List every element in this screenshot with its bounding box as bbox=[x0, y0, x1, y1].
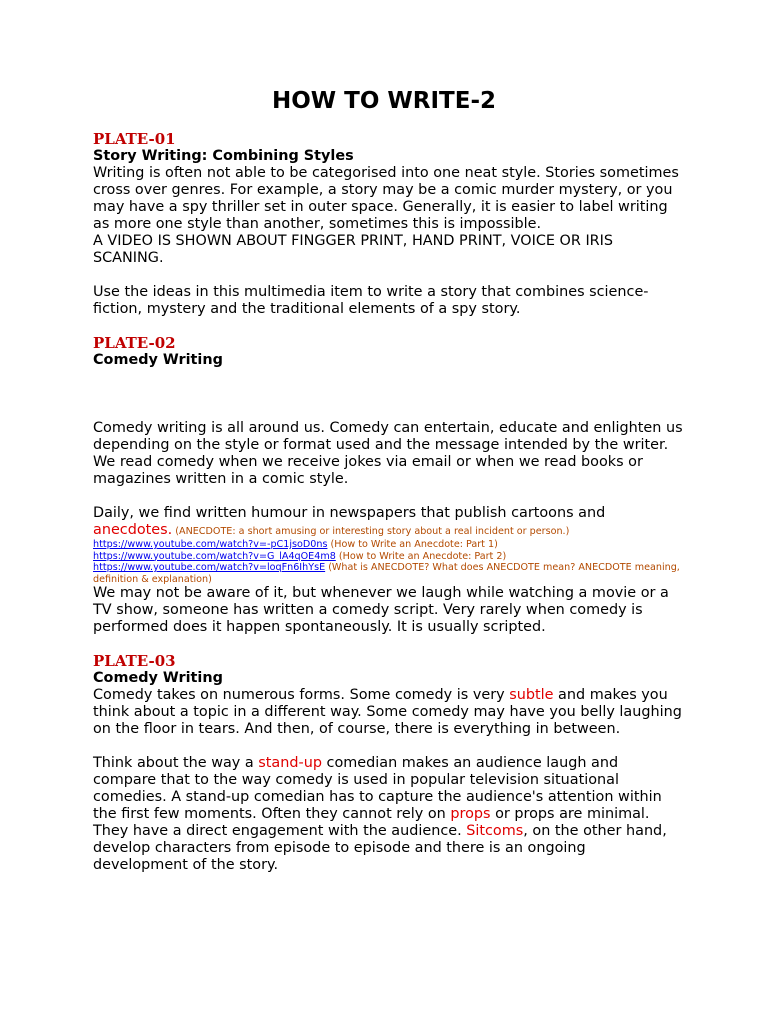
video-link-1[interactable]: https://www.youtube.com/watch?v=-pC1jsoD0ns bbox=[93, 539, 328, 550]
plate-03-paragraph-1-text-b: and makes you think about a topic in a different way. Some comedy may have you belly laughing on the floor in tears. And then, of course, there is everything in between. bbox=[93, 687, 682, 737]
term-props: props bbox=[450, 806, 491, 822]
plate-02-heading: Comedy Writing bbox=[93, 352, 223, 368]
plate-02-paragraph-2 bbox=[93, 505, 683, 539]
term-anecdotes: anecdotes. bbox=[93, 522, 173, 538]
plate-02-paragraph-1: Comedy writing is all around us. Comedy can entertain, educate and enlighten us depending on the style or format used and the message intended by the writer. We read comedy when we receive jokes via email or when we read books or magazines written in a comic style. bbox=[93, 420, 683, 487]
plate-01-paragraph-3: Use the ideas in this multimedia item to write a story that combines science-fiction, mystery and the traditional elements of a spy story. bbox=[93, 284, 649, 317]
term-sitcoms: Sitcoms bbox=[466, 823, 524, 839]
plate-03-paragraph-1 bbox=[93, 687, 683, 738]
plate-03-paragraph-2-text-b: comedian makes an audience laugh and compare that to the way comedy is used in popular television situational comedies. A stand-up comedian has to capture the audience's attention within the first few moments. Often they cannot rely on bbox=[93, 755, 662, 822]
plate-03-paragraph-2-text-a: Think about the way a bbox=[93, 755, 259, 771]
video-link-3[interactable]: https://www.youtube.com/watch?v=loqFn6IhYsE bbox=[93, 562, 326, 573]
list-item bbox=[93, 539, 683, 551]
video-link-3-note: (What is ANECDOTE? What does ANECDOTE mean? ANECDOTE meaning, definition & explanation) bbox=[93, 562, 680, 585]
plate-03-label: PLATE-03 bbox=[93, 652, 176, 670]
plate-02-paragraph-2-text: Daily, we find written humour in newspapers that publish cartoons and bbox=[93, 505, 606, 521]
plate-03-paragraph-2-text-c: or props are minimal. They have a direct engagement with the audience. bbox=[93, 806, 650, 839]
plate-02-paragraph-3: We may not be aware of it, but whenever we laugh while watching a movie or a TV show, someone has written a comedy script. Very rarely when comedy is performed does it happen spontaneously. It is usually scripted. bbox=[93, 585, 669, 635]
plate-02-label: PLATE-02 bbox=[93, 334, 176, 352]
plate-03-paragraph-2 bbox=[93, 755, 683, 874]
page-title: HOW TO WRITE-2 bbox=[271, 88, 496, 114]
video-link-list bbox=[93, 539, 683, 585]
list-item bbox=[93, 562, 683, 585]
plate-03-paragraph-1-text-a: Comedy takes on numerous forms. Some comedy is very bbox=[93, 687, 510, 703]
anecdote-definition-note: (ANECDOTE: a short amusing or interesting story about a real incident or person.) bbox=[172, 526, 570, 537]
video-link-2[interactable]: https://www.youtube.com/watch?v=G_lA4qOE4m8 bbox=[93, 550, 336, 562]
plate-01-label: PLATE-01 bbox=[93, 130, 176, 148]
plate-01-paragraph-1: Writing is often not able to be categorised into one neat style. Stories sometimes cross over genres. For example, a story may be a comic murder mystery, or you may have a spy thriller set in outer space. Generally, it is easier to label writing as more one style than another, sometimes this is impossible. bbox=[93, 165, 679, 232]
plate-03-heading: Comedy Writing bbox=[93, 670, 223, 686]
plate-03-paragraph-2-text-d: , on the other hand, develop characters from episode to episode and there is an ongoing development of the story. bbox=[93, 823, 667, 873]
video-link-2-note: (How to Write an Anecdote: Part 2) bbox=[335, 550, 507, 562]
list-item bbox=[93, 551, 683, 563]
document-body bbox=[93, 131, 683, 874]
video-link-1-note: (How to Write an Anecdote: Part 1) bbox=[327, 539, 498, 550]
plate-01-heading: Story Writing: Combining Styles bbox=[93, 148, 354, 164]
term-subtle: subtle bbox=[509, 687, 554, 703]
plate-01-paragraph-2: A VIDEO IS SHOWN ABOUT FINGGER PRINT, HAND PRINT, VOICE OR IRIS SCANING. bbox=[93, 233, 614, 266]
term-stand-up: stand-up bbox=[258, 755, 322, 771]
